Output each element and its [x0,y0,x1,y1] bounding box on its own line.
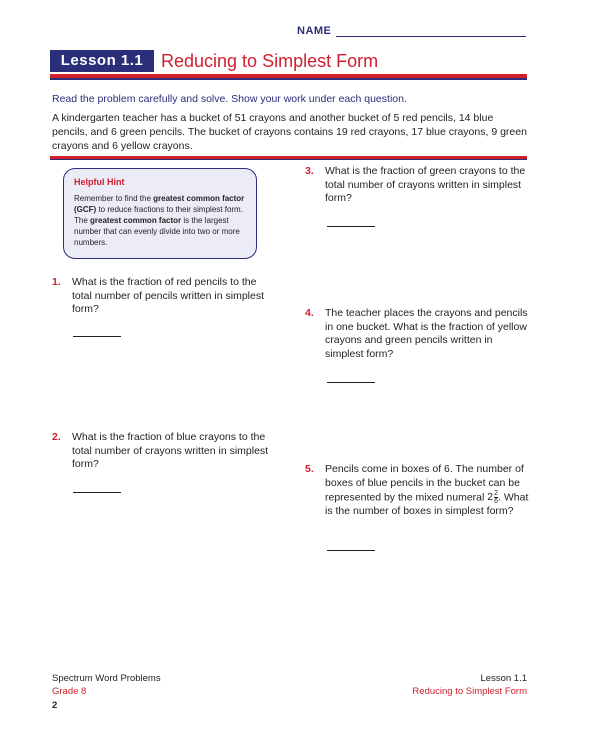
question-number: 2. [52,431,61,443]
lesson-label: Lesson 1.1 [50,50,154,72]
question-text: What is the fraction of blue crayons to the total number of crayons written in simplest form? [72,431,269,470]
section-rule-blue [50,159,527,160]
question-text: What is the fraction of green crayons to the total number of crayons written in simplest form? [325,165,526,204]
problem-text: A kindergarten teacher has a bucket of 51 crayons and another bucket of 5 red pencils, 14 blue pencils, and 6 green pencils. The bucket of crayons contains 19 red crayons, 17 blue crayons, 9 green crayons and 6 yellow crayons. [52,112,527,152]
question-3 [305,165,530,235]
answer-line[interactable] [73,336,121,337]
question-2 [52,431,277,501]
answer-line[interactable] [327,550,375,551]
answer-line[interactable] [73,492,121,493]
name-line[interactable] [336,36,526,37]
instructions: Read the problem carefully and solve. Show your work under each question. [52,93,407,105]
question-4 [305,307,530,387]
footer-lesson-title: Reducing to Simplest Form [412,686,527,697]
lesson-title: Reducing to Simplest Form [161,51,379,71]
question-number: 5. [305,463,314,475]
footer-grade: Grade 8 [52,686,87,697]
question-number: 4. [305,307,314,319]
footer-book-title: Spectrum Word Problems [52,673,161,684]
question-text: The teacher places the crayons and pencils in one bucket. What is the fraction of yellow crayons and green pencils written in simplest form? [325,307,528,360]
footer-left [52,672,161,712]
question-text: Pencils come in boxes of 6. The number of boxes of blue pencils in the bucket can be represented by the mixed numeral 2 $\frac{2}{6}$ . What is the number of boxes in simplest form? [325,463,529,517]
hint-text: Remember to find the greatest common factor (GCF) to reduce fractions to their simplest form. The greatest common factor is the largest number that can evenly divide into two or more numbers. [74,194,245,247]
header-rule-blue [50,78,527,80]
question-5 [305,463,530,558]
question-1 [52,276,277,346]
footer-right [412,672,527,698]
footer-lesson: Lesson 1.1 [480,673,527,684]
helpful-hint-box [63,168,257,259]
question-text: What is the fraction of red pencils to the total number of pencils written in simplest form? [72,276,264,315]
page-number: 2 [52,700,58,711]
question-number: 1. [52,276,61,288]
name-label: NAME [297,25,332,37]
mixed-numeral: 2 $\frac{2}{6}$ [487,490,499,505]
answer-line[interactable] [327,226,375,227]
question-number: 3. [305,165,314,177]
hint-title: Helpful Hint [74,177,125,187]
answer-line[interactable] [327,382,375,383]
